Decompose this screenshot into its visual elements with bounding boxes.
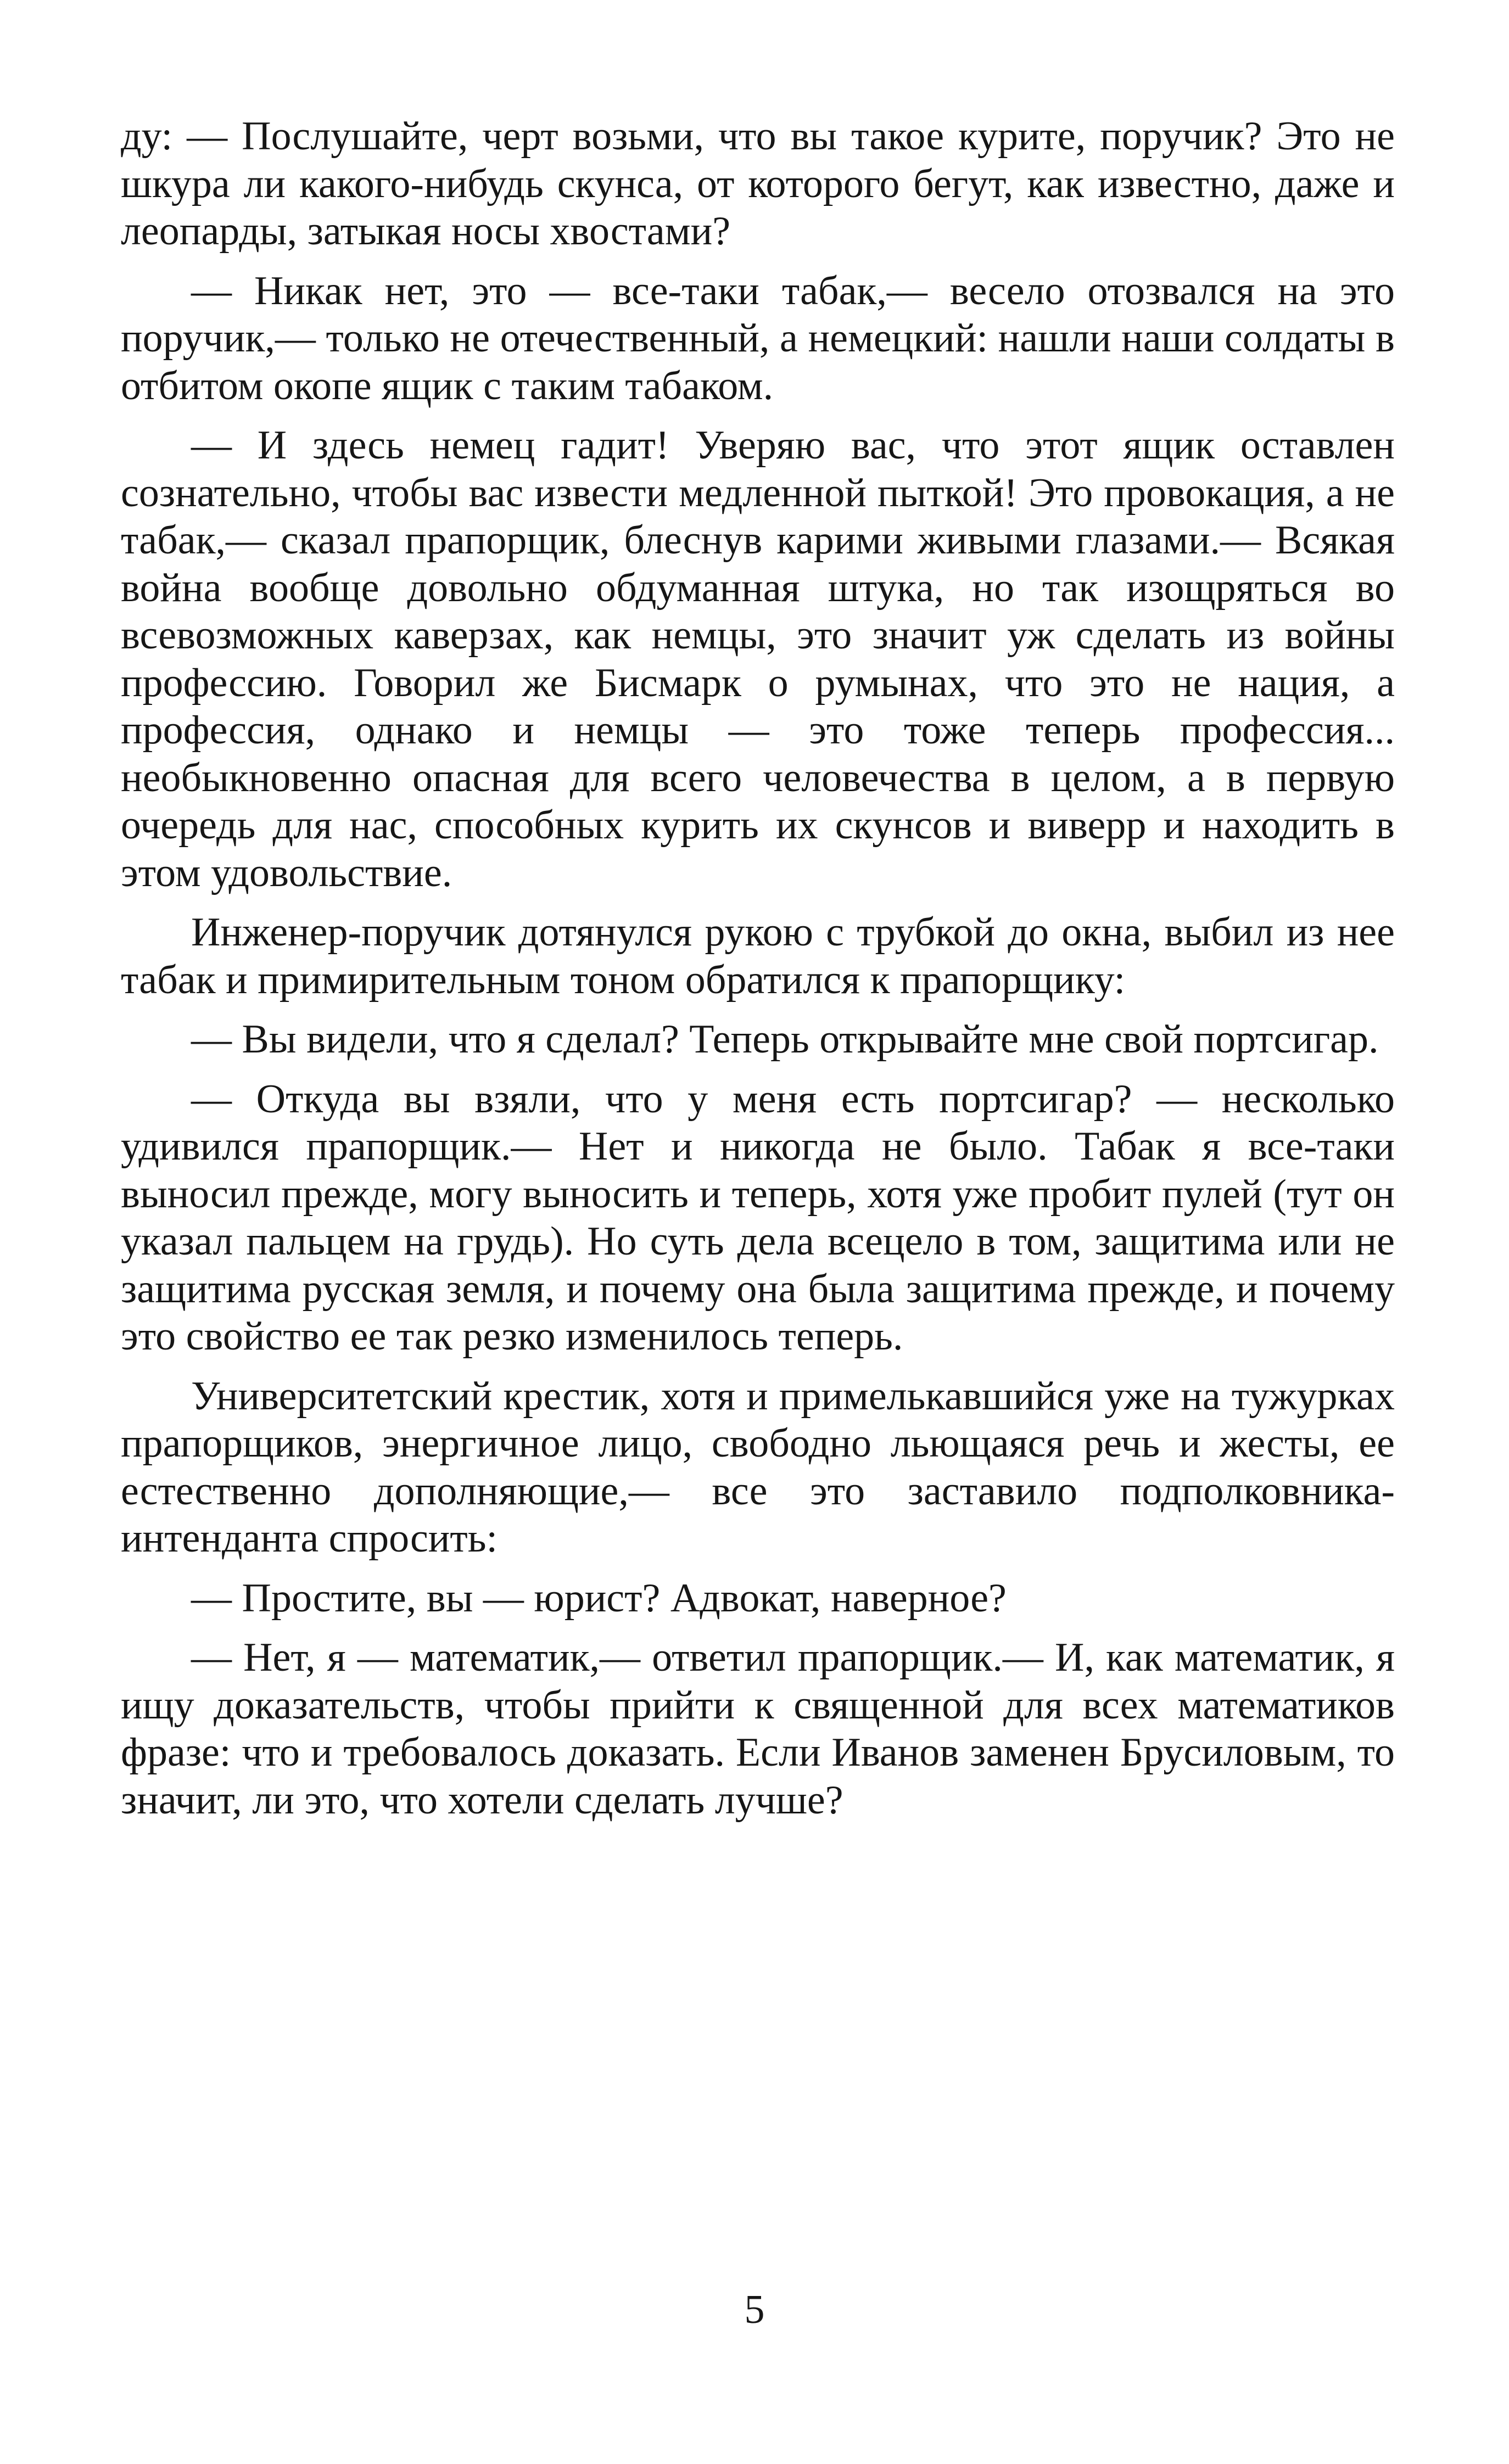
paragraph-4: Инженер-поручик дотянулся рукою с трубкой до окна, выбил из нее табак и примирительным тоном обратился к прапорщику: <box>121 910 1395 1003</box>
paragraph-2: — Никак нет, это — все-таки табак,— весело отозвался на это поручик,— только не отечественный, а немецкий: нашли наши солдаты в отбитом окопе ящик с таким табаком. <box>121 268 1395 408</box>
paragraph-5: — Вы видели, что я сделал? Теперь открывайте мне свой портсигар. <box>191 1017 1379 1062</box>
paragraph-3: — И здесь немец гадит! Уверяю вас, что этот ящик оставлен сознательно, чтобы вас извести медленной пыткой! Это провокация, а не табак,— сказал прапорщик, блеснув карими живыми глазами.— Всякая война вообще довольно обдуманная штука, но так изощряться во всевозможных каверзах, как немцы, это значит уж сделать из войны профессию. Говорил же Бисмарк о румынах, что это не нация, а профессия, однако и немцы — это тоже теперь профессия... необыкновенно опасная для всего человечества в целом, а в первую очередь для нас, способных курить их скунсов и виверр и находить в этом удовольствие. <box>121 423 1395 895</box>
paragraph-1: ду: — Послушайте, черт возьми, что вы такое курите, поручик? Это не шкура ли какого-нибудь скунса, от которого бегут, как известно, даже и леопарды, затыкая носы хвостами? <box>121 114 1395 254</box>
paragraph-9: — Нет, я — математик,— ответил прапорщик.— И, как математик, я ищу доказательств, чтобы прийти к священной для всех математиков фразе: что и требовалось доказать. Если Иванов заменен Брусиловым, то значит, ли это, что хотели сделать лучше? <box>121 1635 1395 1823</box>
page-number: 5 <box>744 2287 765 2332</box>
paragraph-7: Университетский крестик, хотя и примелькавшийся уже на тужурках прапорщиков, энергичное лицо, свободно льющаяся речь и жесты, ее естественно дополняющие,— все это заставило подполковника-интенданта спросить: <box>121 1373 1395 1561</box>
book-page-text <box>121 113 1395 1836</box>
paragraph-8: — Простите, вы — юрист? Адвокат, наверное? <box>191 1575 1007 1621</box>
paragraph-6: — Откуда вы взяли, что у меня есть портсигар? — несколько удивился прапорщик.— Нет и никогда не было. Табак я все-таки выносил прежде, могу выносить и теперь, хотя уже пробит пулей (тут он указал пальцем на грудь). Но суть дела всецело в том, защитима или не защитима русская земля, и почему она была защитима прежде, и почему это свойство ее так резко изменилось теперь. <box>121 1076 1395 1359</box>
